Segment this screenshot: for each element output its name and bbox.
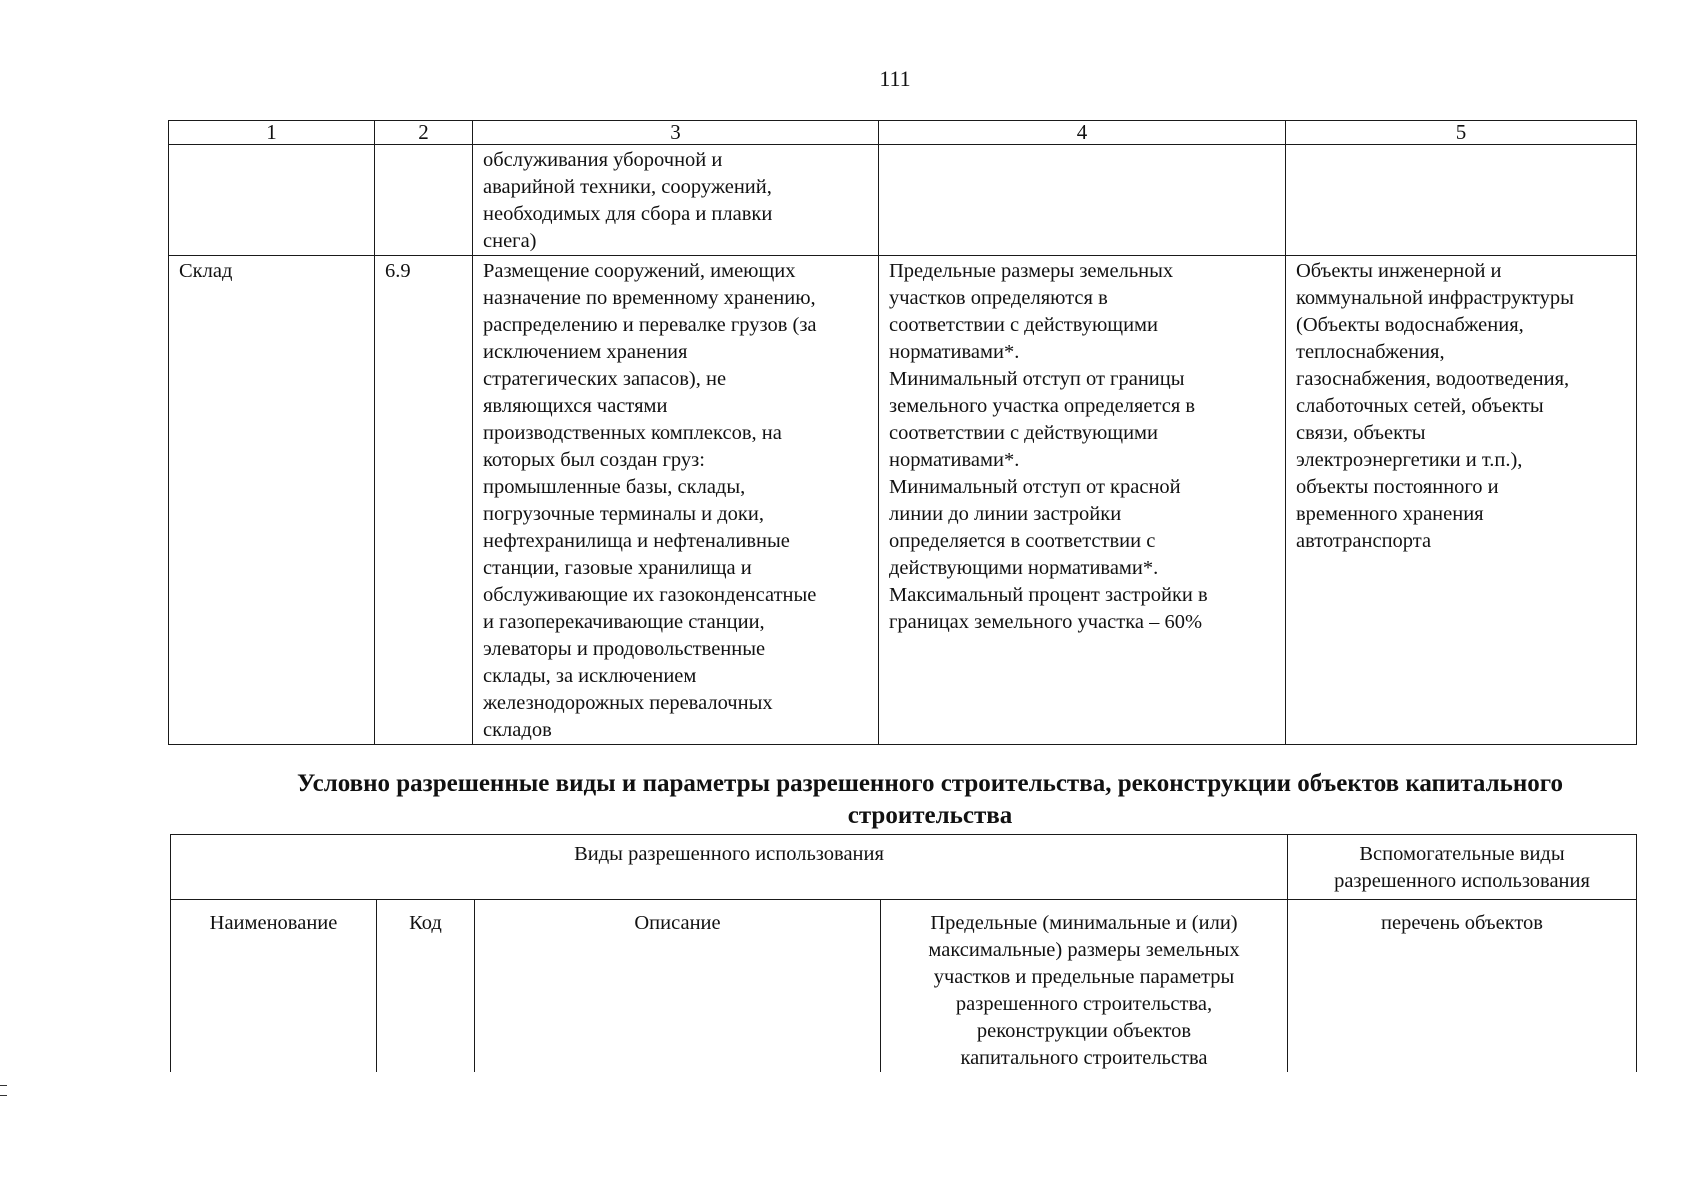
continuation-parameters-cell	[879, 145, 1286, 256]
column-number-4: 4	[879, 121, 1286, 145]
column-header-description: Описание	[475, 900, 881, 1073]
column-number-1: 1	[169, 121, 375, 145]
sklad-auxiliary-cell: Объекты инженерной и коммунальной инфраструктуры (Объекты водоснабжения, теплоснабжения, газоснабжения, водоотведения, слаботочных сетей, объекты связи, объекты электроэнергетики и т.п.), объекты постоянного и временного хранения автотранспорта	[1286, 256, 1637, 745]
page-number: 111	[879, 66, 911, 91]
column-number-2: 2	[375, 121, 473, 145]
continuation-description-cell: обслуживания уборочной и аварийной техники, сооружений, необходимых для сбора и плавки снега)	[473, 145, 879, 256]
section-heading-conditional-uses: Условно разрешенные виды и параметры разрешенного строительства, реконструкции объектов капитального строительства	[296, 770, 1564, 829]
sklad-code-cell: 6.9	[375, 256, 473, 745]
conditional-subheader-row	[171, 900, 1637, 1073]
conditional-uses-table	[170, 834, 1637, 1072]
continuation-name-cell	[169, 145, 375, 256]
continuation-auxiliary-cell	[1286, 145, 1637, 256]
column-header-parameters: Предельные (минимальные и (или) максимальные) размеры земельных участков и предельные параметры разрешенного строительства, реконструкции объектов капитального строительства	[881, 900, 1288, 1073]
sklad-parameters-cell: Предельные размеры земельных участков определяются в соответствии с действующими нормативами*. Минимальный отступ от границы земельного участка определяется в соответствии с действующими нормативами*. Минимальный отступ от красной линии до линии застройки определяется в соответствии с действующими нормативами*. Максимальный процент застройки в границах земельного участка – 60%	[879, 256, 1286, 745]
continuation-row	[169, 145, 1637, 256]
conditional-header-row	[171, 835, 1637, 900]
column-number-3: 3	[473, 121, 879, 145]
column-number-5: 5	[1286, 121, 1637, 145]
column-number-row	[169, 121, 1637, 145]
header-auxiliary-uses: Вспомогательные виды разрешенного использования	[1288, 835, 1637, 900]
header-main-uses: Виды разрешенного использования	[171, 835, 1288, 900]
column-header-objects: перечень объектов	[1288, 900, 1637, 1073]
continuation-code-cell	[375, 145, 473, 256]
sklad-name-cell: Склад	[169, 256, 375, 745]
column-header-name: Наименование	[171, 900, 377, 1073]
table-row-sklad	[169, 256, 1637, 745]
scan-edge-mark	[0, 1085, 7, 1096]
sklad-description-cell: Размещение сооружений, имеющих назначение по временному хранению, распределению и перевалке грузов (за исключением хранения стратегических запасов), не являющихся частями производственных комплексов, на которых был создан груз: промышленные базы, склады, погрузочные терминалы и доки, нефтехранилища и нефтеналивные станции, газовые хранилища и обслуживающие их газоконденсатные и газоперекачивающие станции, элеваторы и продовольственные склады, за исключением железнодорожных перевалочных складов	[473, 256, 879, 745]
land-use-table-main	[168, 120, 1637, 745]
column-header-code: Код	[377, 900, 475, 1073]
